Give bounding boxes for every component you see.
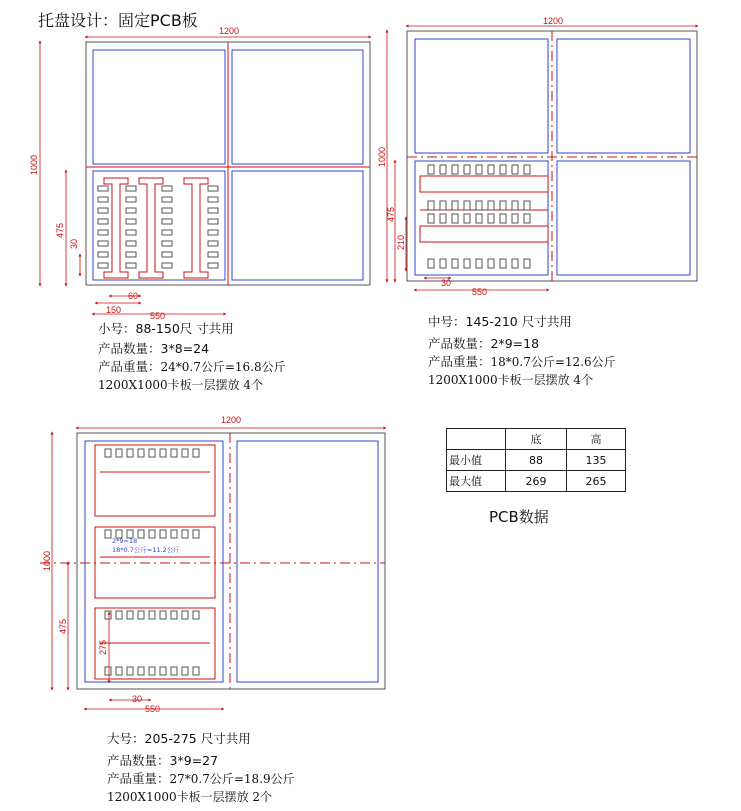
table-row [447, 450, 626, 471]
large-dim-half-height: 475 [58, 618, 68, 634]
medium-dim-half-height: 475 [386, 206, 396, 222]
small-weight-value: 24*0.7公斤=16.8公斤 [160, 360, 286, 374]
pcb-data-table [446, 428, 626, 492]
large-pcb-slots [95, 445, 215, 679]
medium-notes [428, 313, 616, 389]
medium-weight-value: 18*0.7公斤=12.6公斤 [490, 355, 616, 369]
medium-size-label: 中号： [428, 314, 466, 329]
small-dim-gap: 30 [69, 238, 79, 249]
large-dim-half-width: 550 [145, 704, 161, 714]
small-dim-width: 1200 [219, 26, 240, 36]
large-qty-label: 产品数量： [107, 753, 170, 768]
table-header-cell: 底 [506, 429, 567, 450]
small-notes [98, 320, 286, 394]
large-comb-teeth [105, 449, 199, 675]
medium-qty-value: 2*9=18 [490, 336, 540, 351]
medium-dim-slot: 210 [396, 234, 406, 250]
large-dim-width: 1200 [221, 415, 242, 425]
large-inner-note-weight: 18*0.7公斤=11.2公斤 [112, 546, 180, 554]
table-row [447, 471, 626, 492]
small-dim-half-width: 550 [150, 311, 166, 321]
table-cell-bottom: 269 [506, 471, 567, 492]
small-qty-value: 3*8=24 [160, 341, 210, 356]
small-qty-label: 产品数量： [98, 341, 161, 356]
large-notes [107, 730, 295, 806]
medium-comb-teeth [428, 165, 530, 268]
large-weight-label: 产品重量： [107, 771, 170, 786]
large-weight-value: 27*0.7公斤=18.9公斤 [169, 772, 295, 786]
medium-dim-width: 1200 [543, 16, 564, 26]
table-cell-height: 265 [567, 471, 626, 492]
table-row-label: 最小值 [447, 450, 506, 471]
small-weight-label: 产品重量： [98, 359, 161, 374]
medium-dim-height: 1000 [377, 146, 387, 167]
small-dim-height: 1000 [29, 154, 39, 175]
large-size-range: 205-275 尺寸共用 [144, 731, 251, 746]
medium-pallet-note: 1200X1000卡板一层摆放 4个 [428, 373, 594, 387]
pcb-table-caption: PCB数据 [489, 508, 549, 526]
table-cell-height: 135 [567, 450, 626, 471]
table-header-row [447, 429, 626, 450]
large-size-label: 大号： [107, 731, 145, 746]
medium-pallet-drawing [377, 16, 697, 297]
small-pcb-slots [104, 178, 208, 278]
medium-dim-half-width: 550 [472, 287, 488, 297]
small-size-range: 88-150尺 寸共用 [135, 321, 234, 336]
table-header-cell [447, 429, 506, 450]
large-dim-slot: 275 [98, 639, 108, 655]
table-header-cell: 高 [567, 429, 626, 450]
medium-qty-label: 产品数量： [428, 336, 491, 351]
page-title: 托盘设计：固定PCB板 [38, 11, 198, 30]
small-dim-slot: 150 [106, 305, 122, 315]
medium-weight-label: 产品重量： [428, 354, 491, 369]
medium-pcb-slots [420, 176, 548, 242]
large-dim-height: 1000 [42, 550, 52, 571]
medium-dim-gap: 30 [441, 278, 452, 288]
small-pallet-note: 1200X1000卡板一层摆放 4个 [98, 378, 264, 392]
small-dim-half-height: 475 [55, 222, 65, 238]
table-cell-bottom: 88 [506, 450, 567, 471]
small-size-label: 小号： [98, 321, 136, 336]
large-inner-note-qty: 2*9=18 [112, 537, 138, 545]
medium-size-range: 145-210 尺寸共用 [465, 314, 572, 329]
small-dim-pitch: 60 [128, 291, 139, 301]
large-pallet-drawing [40, 415, 385, 714]
large-qty-value: 3*9=27 [169, 753, 219, 768]
large-dim-gap: 30 [132, 694, 143, 704]
large-pallet-note: 1200X1000卡板一层摆放 2个 [107, 790, 273, 804]
table-row-label: 最大值 [447, 471, 506, 492]
small-pallet-drawing [29, 26, 370, 321]
